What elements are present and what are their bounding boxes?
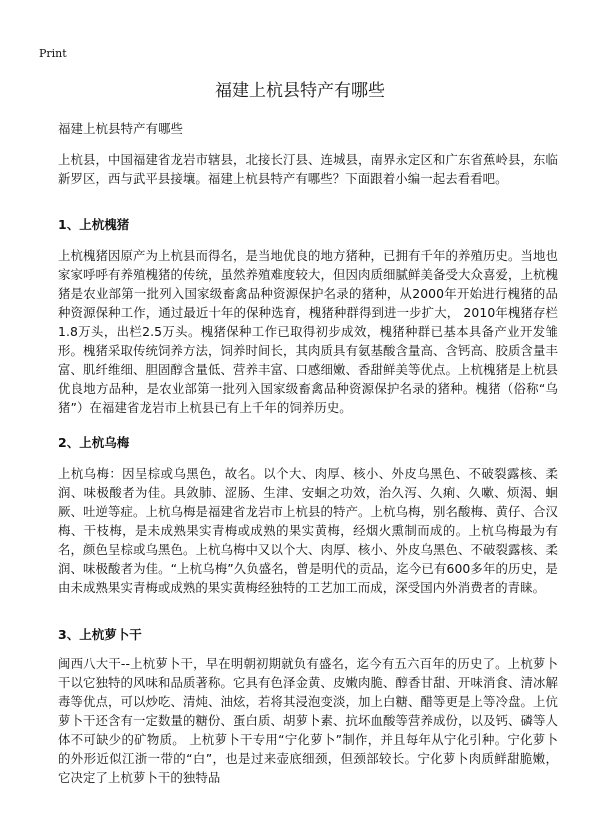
print-link[interactable]: Print [39, 47, 67, 60]
section-body: 上杭乌梅：因呈棕或乌黑色，故名。以个大、肉厚、核小、外皮乌黑色、不破裂露核、柔润、味极酸者为佳。具敛肺、涩肠、生津、安蛔之功效，治久泻、久痢、久嗽、烦渴、蛔厥、吐逆等症。上杭乌梅是福建省龙岩市上杭县的特产。上杭乌梅，别名酸梅、黄仔、合汉梅、干枝梅，是未成熟果实青梅或成熟的果实黄梅，经烟火熏制而成的。上杭乌梅最为有名，颜色呈棕或乌黑色。上杭乌梅中又以个大、肉厚、核小、外皮乌黑色、不破裂露核、柔润、味极酸者为佳。“上杭乌梅”久负盛名，曾是明代的贡品，迄今已有600多年的历史，是由未成熟果实青梅或成熟的果实黄梅经独特的工艺加工而成，深受国内外消费者的青睐。 [58, 466, 558, 595]
section-heading: 3、上杭萝卜干 [58, 627, 142, 642]
page-title: 福建上杭县特产有哪些 [215, 81, 385, 101]
section-body: 闽西八大干--上杭萝卜干，早在明朝初期就负有盛名，迄今有五六百年的历史了。上杭萝卜干以它独特的风味和品质著称。它具有色泽金黄、皮嫩肉脆、醇香甘甜、开味消食、清冰解毒等优点，可以炒吃、清炖、油炫，若将其浸泡变淡，加上白糖、醋等更是上等冷盘。上伉萝卜干还含有一定数量的糖份、蛋白质、胡萝卜素、抗坏血酸等营养成份，以及钙、磷等人体不可缺少的矿物质。 上杭萝卜干专用“宁化萝卜”制作，并且每年从宁化引种。宁化萝卜的外形近似江浙一带的“白”，也是过来壶底细颈，但颈部较长。宁化萝卜肉质鲜甜脆嫩，它决定了上杭萝卜干的独特品 [58, 656, 558, 785]
section-body: 上杭槐猪因原产为上杭县而得名，是当地优良的地方猪种，已拥有千年的养殖历史。当地也家家呼呼有养殖槐猪的传统，虽然养殖难度较大，但因肉质细腻鲜美备受大众喜爱，上杭槐猪是农业部第一批列入国家级畜禽品种资源保护名录的猪种，从2000年开始进行槐猪的品种资源保种工作，通过最近十年的保种选育，槐猪种群得到进一步扩大， 2010年槐猪存栏1.8万头，出栏2.5万头。槐猪保种工作已取得初步成效，槐猪种群已基本具备产业开发雏形。槐猪采取传统饲养方法，饲养时间长，其肉质具有氨基酸含量高、含钙高、胶质含量丰富、肌纤维细、胆固醇含量低、营养丰富、口感细嫩、香甜鲜美等优点。上杭槐猪是上杭县优良地方品种，是农业部第一批列入国家级畜禽品种资源保护名录的猪种。槐猪（俗称“乌猪”）在福建省龙岩市上杭县已有上千年的饲养历史。 [58, 248, 558, 415]
intro-paragraph: 上杭县，中国福建省龙岩市辖县，北接长汀县、连城县，南界永定区和广东省蕉岭县，东临新罗区，西与武平县接壤。福建上杭县特产有哪些？下面跟着小编一起去看看吧。 [58, 152, 558, 186]
subtitle: 福建上杭县特产有哪些 [58, 121, 184, 136]
section-heading: 1、上杭槐猪 [58, 217, 130, 232]
section-heading: 2、上杭乌梅 [58, 435, 130, 450]
